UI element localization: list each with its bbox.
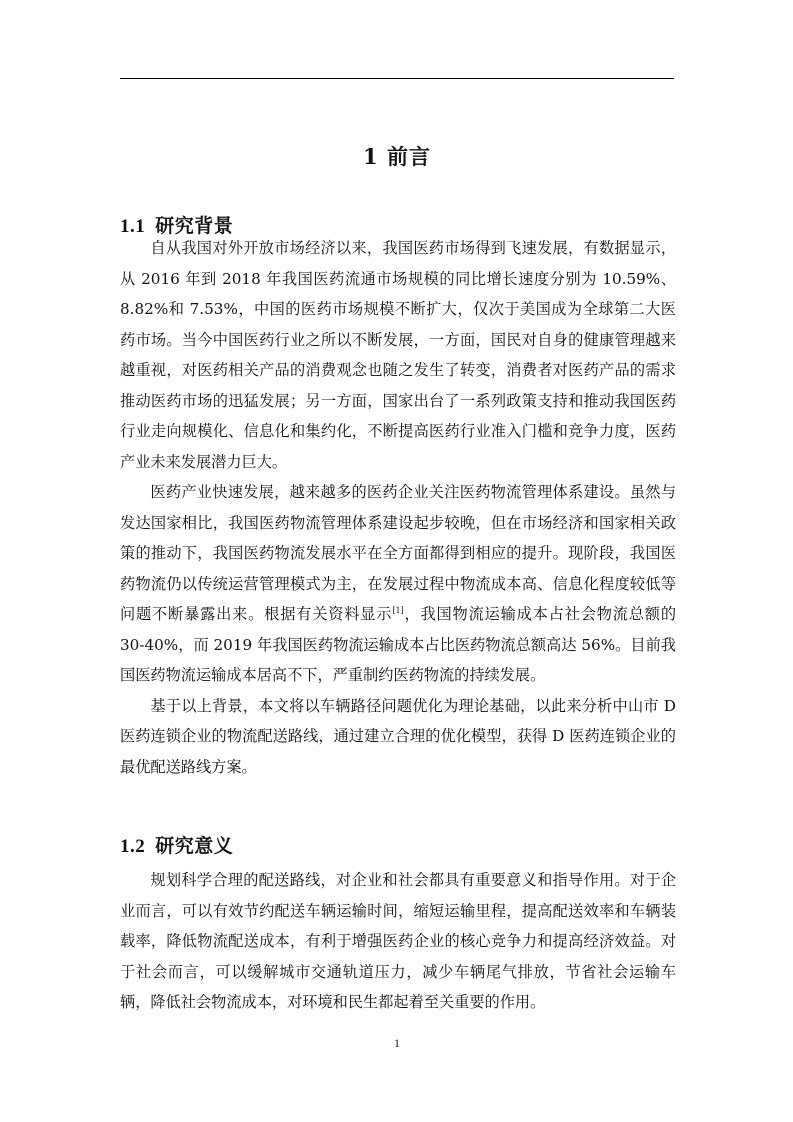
paragraph: 规划科学合理的配送路线，对企业和社会都具有重要意义和指导作用。对于企业而言，可以有效节约配送车辆运输时间，缩短运输里程，提高配送效率和车辆装载率，降低物流配送成本，有利于增强医药企业的核心竞争力和提高经济效益。对于社会而言，可以缓解城市交通轨道压力，减少车辆尾气排放，节省社会运输车辆，降低社会物流成本，对环境和民生都起着至关重要的作用。 [120,871,676,1011]
section-number: 1.2 [120,835,146,857]
section-number: 1.1 [120,215,146,237]
paragraph: 自从我国对外开放市场经济以来，我国医药市场得到飞速发展，有数据显示，从 2016 年到 2018 年我国医药流通市场规模的同比增长速度分别为 10.59%、8.82%和 7.53%，中国的医药市场规模不断扩大，仅次于美国成为全球第二大医药市场。当今中国医药行业之所以不断发展，一方面，国民对自身的健康管理越来越重视，对医药相关产品的消费观念也随之发生了转变，消费者对医药产品的需求推动医药市场的迅猛发展；另一方面，国家出台了一系列政策支持和推动我国医药行业走向规模化、信息化和集约化，不断提高医药行业准入门槛和竞争力度，医药产业未来发展潜力巨大。 [120,239,676,471]
section-heading: 研究背景 [155,214,234,237]
citation-marker: [1] [392,605,404,615]
chapter-title: 1 前言 [363,144,431,170]
section-heading: 研究意义 [155,834,234,857]
section-body-significance [120,865,676,1018]
paragraph: 基于以上背景，本文将以车辆路径问题优化为理论基础，以此来分析中山市 D 医药连锁企业的物流配送路线，通过建立合理的优化模型，获得 D 医药连锁企业的最优配送路线方案。 [120,696,676,776]
section-body-background [120,233,676,782]
paragraph [120,477,676,691]
section-title-significance [120,832,233,861]
header-rule [120,78,674,79]
page-number: 1 [394,1036,400,1050]
paragraph-text: ，我国物流运输成本占社会物流总额的 30-40%，而 2019 年我国医药物流运输成本占比医药物流总额高达 56%。目前我国医药物流运输成本居高不下，严重制约医药物流的持续发展。 [120,605,677,684]
paragraph-text: 医药产业快速发展，越来越多的医药企业关注医药物流管理体系建设。虽然与发达国家相比，我国医药物流管理体系建设起步较晚，但在市场经济和国家相关政策的推动下，我国医药物流发展水平在全方面都得到相应的提升。现阶段，我国医药物流仍以传统运营管理模式为主，在发展过程中物流成本高、信息化程度较低等问题不断暴露出来。根据有关资料显示 [120,483,676,623]
